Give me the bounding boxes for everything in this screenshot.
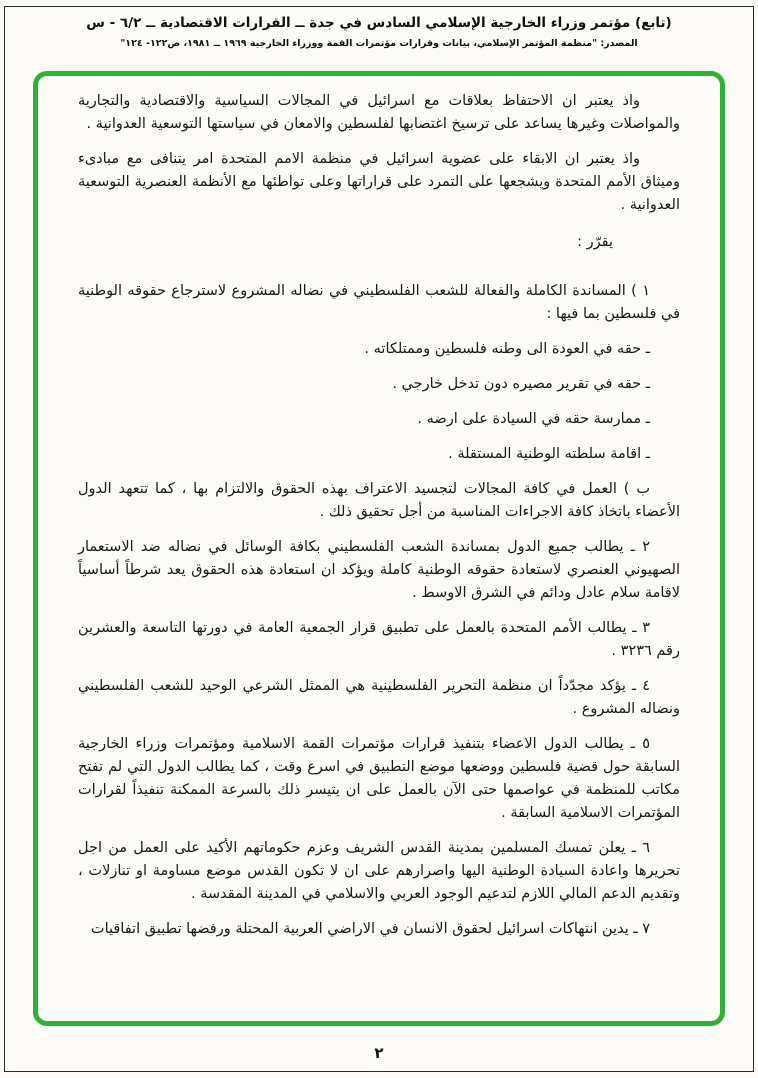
preamble-paragraph-1: واذ يعتبر ان الاحتفاظ بعلاقات مع اسرائيل في المجالات السياسية والاقتصادية والتجارية والمواصلات وغيرها يساعد على ترسيخ اغتصابها لفلسطين والامعان في سياستها التوسعية العدوانية .: [78, 93, 680, 132]
resolution-subitem-1: ـ حقه في العودة الى وطنه فلسطين وممتلكاته .: [364, 341, 650, 357]
resolution-item-7: ٧ ـ يدين انتهاكات اسرائيل لحقوق الانسان في الاراضي العربية المحتلة ورفضها تطبيق اتفاقيات: [90, 921, 650, 937]
header-source: المصدر: "منظمة المؤتمر الإسلامي، بيانات وقرارات مؤتمرات القمة ووزراء الخارجية ١٩٦٩ ــ ١٩٨١، ص١٢٢- ١٢٤": [120, 38, 638, 49]
resolution-item-1: ١ ) المساندة الكاملة والفعالة للشعب الفلسطيني في نضاله المشروع لاسترجاع حقوقه الوطنية في فلسطين بما فيها :: [78, 283, 680, 322]
resolution-subitem-4: ـ اقامة سلطته الوطنية المستقلة .: [448, 446, 650, 462]
resolution-subitem-3: ـ ممارسة حقه في السيادة على ارضه .: [417, 411, 650, 427]
page-number: ٢: [374, 1044, 384, 1062]
resolution-subitem-2: ـ حقه في تقرير مصيره دون تدخل خارجي .: [392, 376, 650, 392]
page-header: [30, 14, 728, 50]
resolution-item-2: ٢ ـ يطالب جميع الدول بمساندة الشعب الفلسطيني بكافة الوسائل في نضاله ضد الاستعمار الصهيوني العنصري لاستعادة حقوقه الوطنية كاملة ويؤكد ان استعادة هذه الحقوق يعد شرطاً أساسياً لاقامة سلام عادل ودائم في الشرق الاوسط .: [78, 539, 680, 601]
resolution-item-4: ٤ ـ يؤكد مجدّداً ان منظمة التحرير الفلسطينية هي الممثل الشرعي الوحيد للشعب الفلسطيني ونضاله المشروع .: [78, 678, 680, 717]
header-title: (تابع) مؤتمر وزراء الخارجية الإسلامي السادس في جدة ــ القرارات الاقتصادية ــ ٦/٢ - س: [86, 15, 672, 31]
decree-marker: يقرّر :: [577, 234, 613, 250]
document-body: [38, 76, 720, 1021]
resolution-item-5: ٥ ـ يطالب الدول الاعضاء بتنفيذ قرارات مؤتمرات القمة الاسلامية ومؤتمرات وزراء الخارجية السابقة حول قضية فلسطين ووضعها موضع التطبيق في اسرع وقت ، كما يطالب الدول التي لم تفتح مكاتب للمنظمة في عواصمها حتى الآن بالعمل على ان يتيسر ذلك بالسرعة الممكنة تنفيذاً لقرارات المؤتمرات الاسلامية السابقة .: [78, 736, 680, 821]
resolution-item-6: ٦ ـ يعلن تمسك المسلمين بمدينة القدس الشريف وعزم حكوماتهم الأكيد على العمل من اجل تحريرها واعادة السيادة الوطنية اليها واصرارهم على ان لا تكون القدس موضع مساومة او تنازلات ، وتقديم الدعم المالي اللازم لتدعيم الوجود العربي والاسلامي في المدينة المقدسة .: [78, 840, 680, 902]
resolution-item-b: ب ) العمل في كافة المجالات لتجسيد الاعتراف بهذه الحقوق والالتزام بها ، كما تتعهد الدول الأعضاء باتخاذ كافة الاجراءات المناسبة من أجل تحقيق ذلك .: [78, 481, 680, 520]
content-frame: [33, 71, 725, 1026]
resolution-item-3: ٣ ـ يطالب الأمم المتحدة بالعمل على تطبيق قرار الجمعية العامة في دورتها التاسعة والعشرين رقم ٣٢٣٦ .: [78, 620, 680, 659]
preamble-paragraph-2: واذ يعتبر ان الابقاء على عضوية اسرائيل في منظمة الامم المتحدة امر يتنافى مع مبادىء وميثاق الأمم المتحدة ويشجعها على التمرد على قراراتها وعلى تواطئها مع الأنظمة العنصرية التوسعية العدوانية .: [78, 151, 680, 213]
